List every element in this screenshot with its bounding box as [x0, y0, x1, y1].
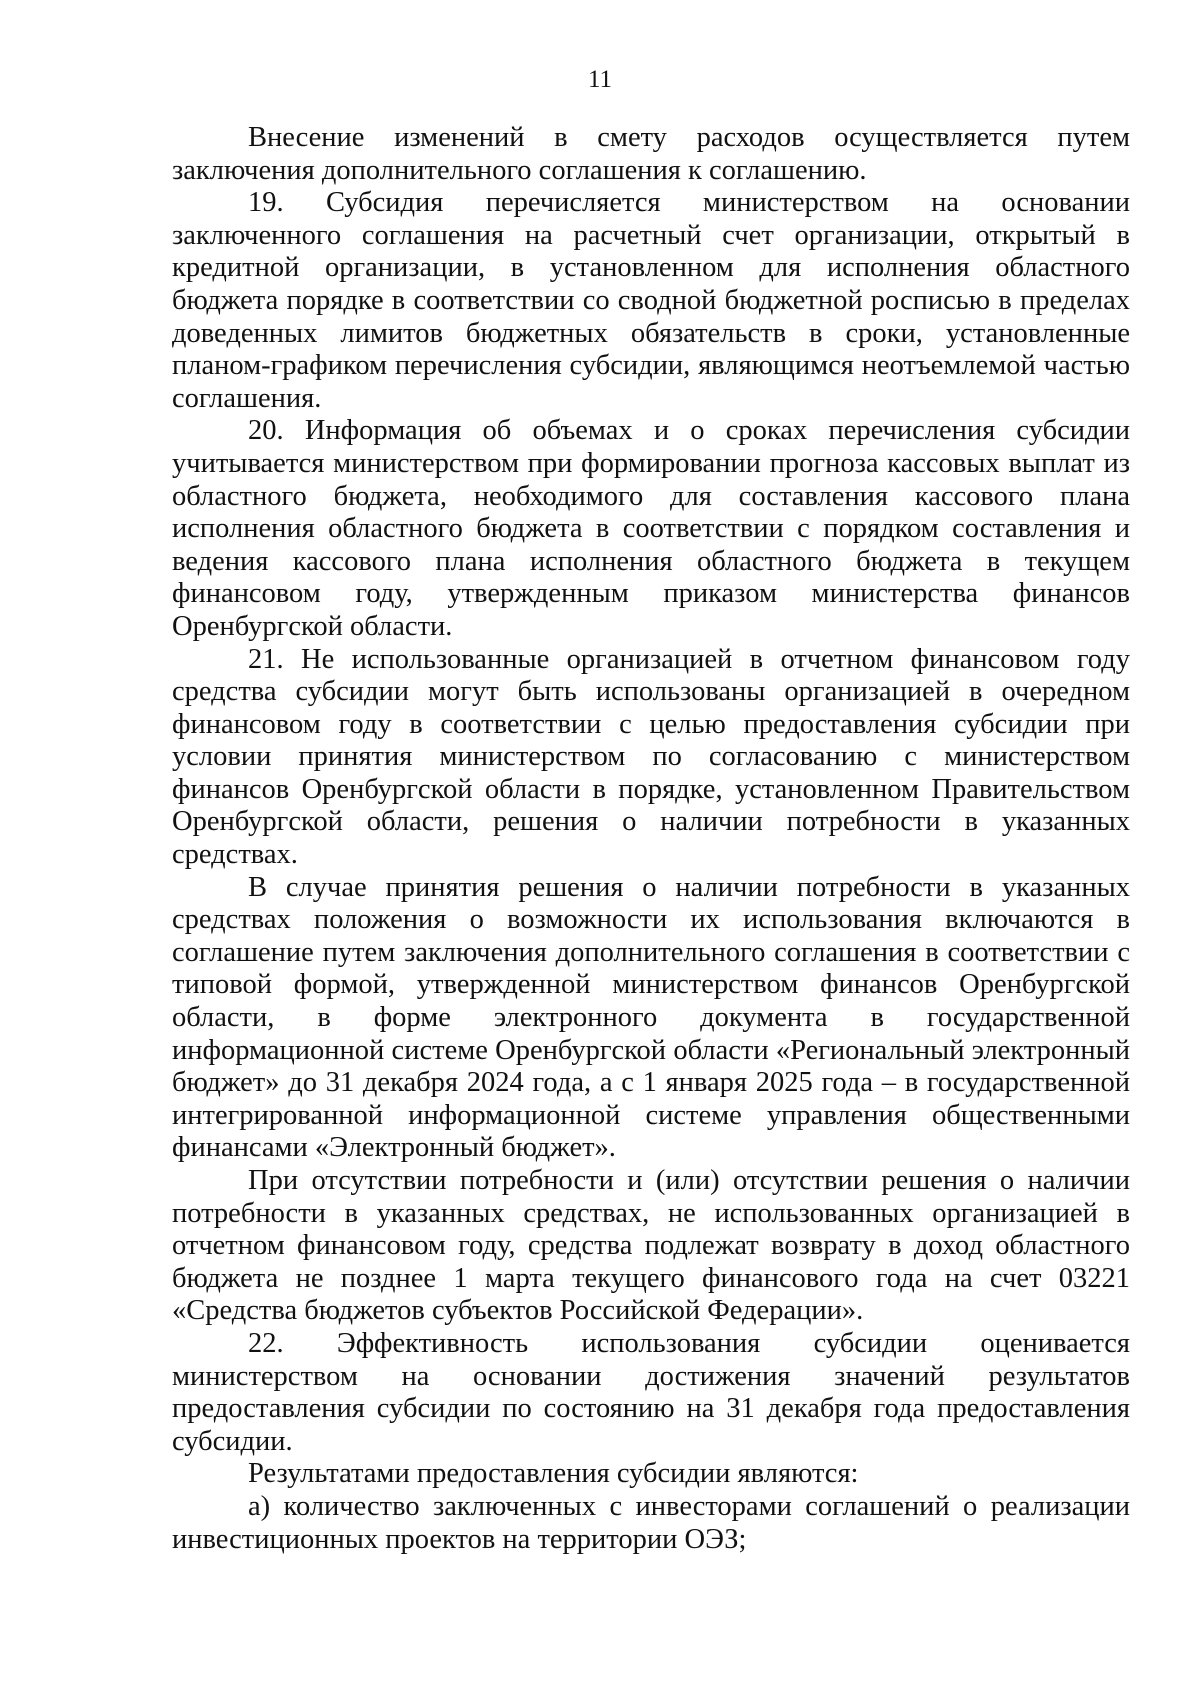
page-number: 11: [587, 66, 613, 93]
paragraph-result-a: а) количество заключенных с инвесторами соглашений о реализации инвестиционных проектов на территории ОЭЗ;: [172, 1490, 1130, 1555]
paragraph-results-intro: Результатами предоставления субсидии являются:: [248, 1458, 859, 1490]
document-body: [172, 122, 1130, 1556]
paragraph-22: 22. Эффективность использования субсидии оценивается министерством на основании достижения значений результатов предоставления субсидии по состоянию на 31 декабря года предоставления субсидии.: [172, 1327, 1130, 1457]
paragraph-21-refund: При отсутствии потребности и (или) отсутствии решения о наличии потребности в указанных средствах, не использованных организацией в отчетном финансовом году, средства подлежат возврату в доход областного бюджета не позднее 1 марта текущего финансового года на счет 03221 «Средства бюджетов субъектов Российской Федерации».: [172, 1165, 1130, 1327]
paragraph-estimate-changes: Внесение изменений в смету расходов осуществляется путем заключения дополнительного соглашения к соглашению.: [172, 122, 1130, 186]
paragraph-21-decision: В случае принятия решения о наличии потребности в указанных средствах положения о возможности их использования включаются в соглашение путем заключения дополнительного соглашения в соответствии с типовой формой, утвержденной министерством финансов Оренбургской области, в форме электронного документа в государственной информационной системе Оренбургской области «Региональный электронный бюджет» до 31 декабря 2024 года, а с 1 января 2025 года – в государственной интегрированной информационной системе управления общественными финансами «Электронный бюджет».: [172, 871, 1130, 1164]
paragraph-21: 21. Не использованные организацией в отчетном финансовом году средства субсидии могут быть использованы организацией в очередном финансовом году в соответствии с целью предоставления субсидии при условии принятия министерством по согласованию с министерством финансов Оренбургской области в порядке, установленном Правительством Оренбургской области, решения о наличии потребности в указанных средствах.: [172, 643, 1130, 871]
paragraph-19: 19. Субсидия перечисляется министерством на основании заключенного соглашения на расчетный счет организации, открытый в кредитной организации, в установленном для исполнения областного бюджета порядке в соответствии со сводной бюджетной росписью в пределах доведенных лимитов бюджетных обязательств в сроки, установленные планом-графиком перечисления субсидии, являющимся неотъемлемой частью соглашения.: [172, 187, 1130, 414]
paragraph-20: 20. Информация об объемах и о сроках перечисления субсидии учитывается министерством при формировании прогноза кассовых выплат из областного бюджета, необходимого для составления кассового плана исполнения областного бюджета в соответствии с порядком составления и ведения кассового плана исполнения областного бюджета в текущем финансовом году, утвержденным приказом министерства финансов Оренбургской области.: [172, 415, 1130, 642]
